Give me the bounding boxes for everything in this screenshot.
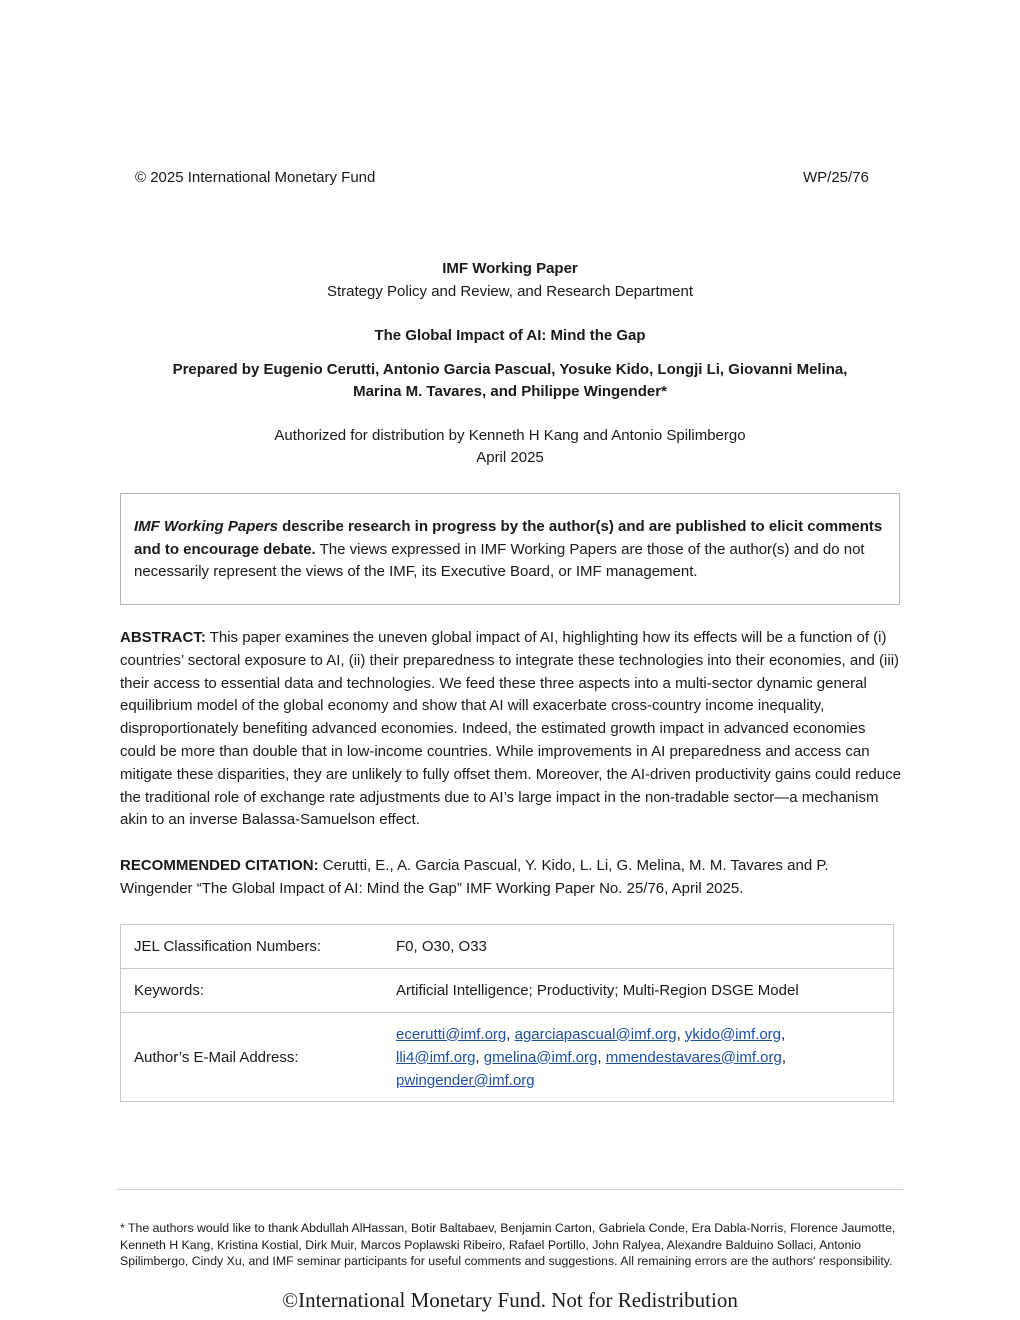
classification-table [120,924,894,1102]
authors-line-2: Marina M. Tavares, and Philippe Wingender* [353,383,667,400]
notice-italic-lead: IMF Working Papers [134,518,278,535]
email-link[interactable]: ecerutti@imf.org [396,1025,507,1043]
email-link[interactable]: gmelina@imf.org [483,1048,598,1066]
keywords-label: Keywords: [121,969,397,1013]
paper-number: WP/25/76 [803,169,869,186]
jel-label: JEL Classification Numbers: [121,925,397,969]
paper-title: The Global Impact of AI: Mind the Gap [374,327,646,344]
email-link[interactable]: agarciapascual@imf.org [514,1025,677,1043]
disclaimer-box [120,493,900,605]
citation-label: RECOMMENDED CITATION: [120,857,319,874]
email-list: ecerutti@imf.org, agarciapascual@imf.org, ykido@imf.org, lli4@imf.org, gmelina@imf.org, mmendestavares@imf.org, pwingender@imf.org [396,1013,894,1102]
publication-date: April 2025 [476,449,544,466]
email-link[interactable]: ykido@imf.org [684,1025,782,1043]
series-title: IMF Working Paper [442,260,578,277]
table-row [121,1013,894,1102]
citation-text: Cerutti, E., A. Garcia Pascual, Y. Kido, L. Li, G. Melina, M. M. Tavares and P. Wingender “The Global Impact of AI: Mind the Gap” IMF Working Paper No. 25/76, April 2025. [120,857,829,897]
keywords-value: Artificial Intelligence; Productivity; Multi-Region DSGE Model [396,969,894,1013]
authors-line-1: Prepared by Eugenio Cerutti, Antonio Garcia Pascual, Yosuke Kido, Longji Li, Giovanni Melina, [172,361,848,378]
copyright-header: © 2025 International Monetary Fund [135,169,376,186]
email-link[interactable]: pwingender@imf.org [396,1071,535,1089]
footnote: * The authors would like to thank Abdullah AlHassan, Botir Baltabaev, Benjamin Carton, Gabriela Conde, Era Dabla-Norris, Florence Jaumotte, Kenneth H Kang, Kristina Kostial, Dirk Muir, Marcos Poplawski Ribeiro, Rafael Portillo, John Ralyea, Alexandre Balduino Sollaci, Antonio Spilimbergo, Cindy Xu, and IMF seminar participants for useful comments and suggestions. All remaining errors are the authors' responsibility. [120,1221,896,1268]
department: Strategy Policy and Review, and Research Department [326,283,694,300]
notice-plain-text: The views expressed in IMF Working Papers are those of the author(s) and do not necessarily represent the views of the IMF, its Executive Board, or IMF management. [134,540,865,581]
notice-bold-text: describe research in progress by the author(s) and are published to elicit comments and to encourage debate. [134,518,883,558]
abstract-text: This paper examines the uneven global impact of AI, highlighting how its effects will be a function of (i) countries’ sectoral exposure to AI, (ii) their preparedness to integrate these technologies into their economies, and (iii) their access to essential data and technologies. We feed these three aspects into a multi-sector dynamic general equilibrium model of the global economy and show that AI will exacerbate cross-country income inequality, disproportionately benefiting advanced economies. Indeed, the estimated growth impact in advanced economies could be more than double that in low-income countries. While improvements in AI preparedness and access can mitigate these disparities, they are unlikely to fully offset them. Moreover, the AI-driven productivity gains could reduce the traditional role of exchange rate adjustments due to AI’s large impact in the non-tradable sector—a mechanism akin to an inverse Balassa-Samuelson effect. [120,629,901,829]
email-link[interactable]: mmendestavares@imf.org [605,1048,782,1066]
distribution-notice: ©International Monetary Fund. Not for Redistribution [282,1288,738,1312]
abstract-label: ABSTRACT: [120,629,206,646]
table-row [121,969,894,1013]
authorized-by: Authorized for distribution by Kenneth H Kang and Antonio Spilimbergo [274,427,746,444]
email-link[interactable]: lli4@imf.org [396,1048,476,1066]
recommended-citation [120,855,902,901]
footnote-divider [117,1189,903,1190]
email-label: Author’s E-Mail Address: [121,1013,397,1102]
jel-value: F0, O30, O33 [396,925,894,969]
table-row [121,925,894,969]
abstract [120,627,902,832]
